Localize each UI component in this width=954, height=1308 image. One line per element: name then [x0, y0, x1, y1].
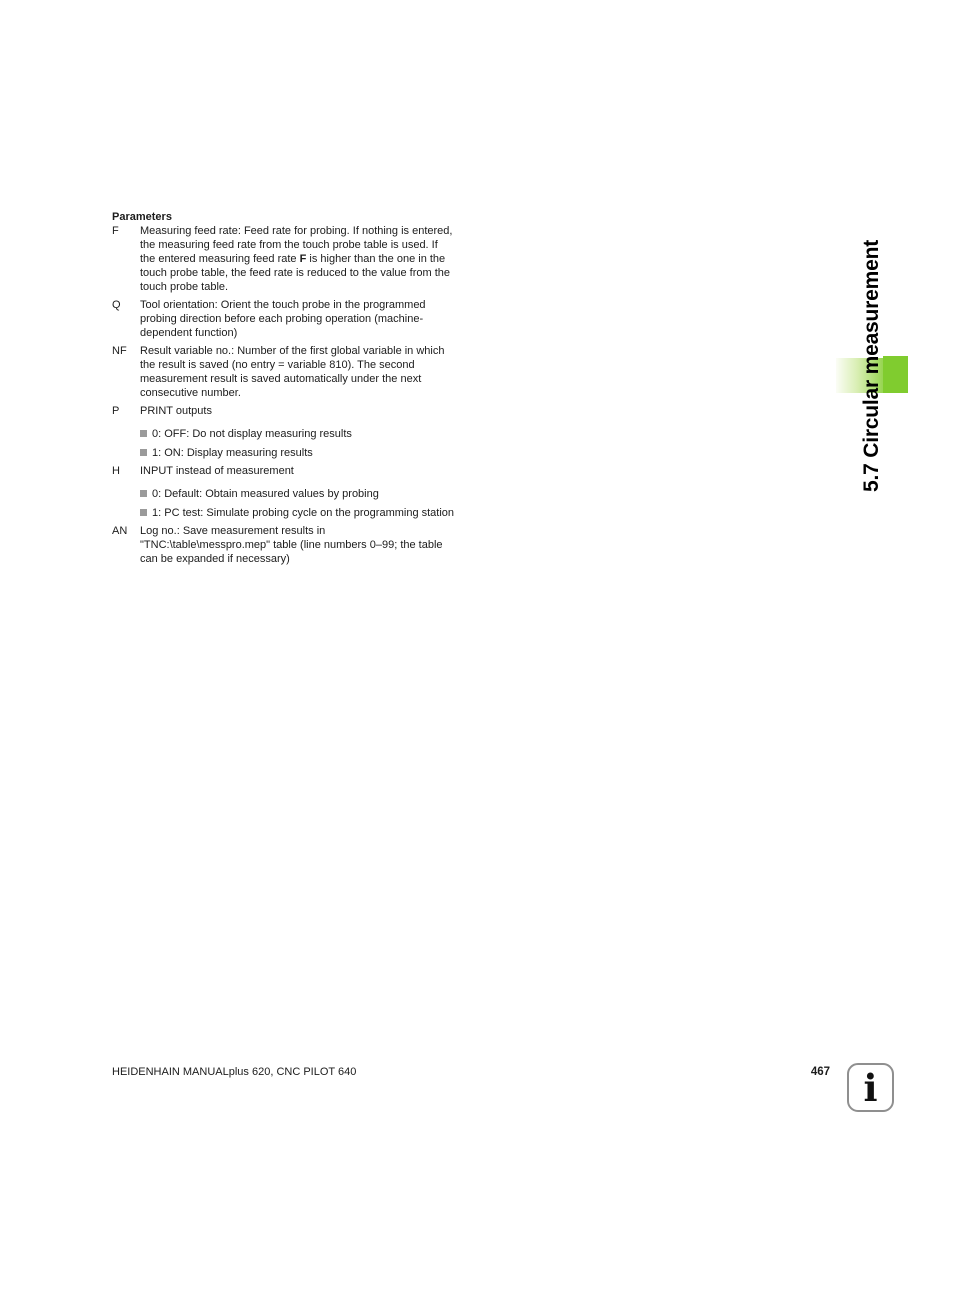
parameter-text-line: PRINT outputs: [140, 405, 212, 417]
parameter-key: Q: [112, 299, 121, 311]
bullet-item: [140, 487, 532, 501]
bullet-item-label: 1: ON: Display measuring results: [152, 447, 313, 459]
parameter-text-line: measurement result is saved automatically under the next: [140, 373, 422, 385]
chapter-tab-edge: [883, 356, 908, 393]
bullet-square-icon: [140, 430, 147, 437]
parameter-text-line: can be expanded if necessary): [140, 553, 290, 565]
parameter-row: [112, 464, 532, 520]
parameters-section: [112, 210, 532, 570]
parameter-key: F: [112, 225, 119, 237]
parameter-text-line: dependent function): [140, 327, 238, 339]
parameter-text-line: "TNC:\table\messpro.mep" table (line numbers 0–99; the table: [140, 539, 443, 551]
parameter-key: H: [112, 465, 120, 477]
info-icon-glyph: i: [863, 1066, 878, 1110]
parameter-text-line: the measuring feed rate from the touch probe table is used. If: [140, 239, 438, 251]
bullet-list: [140, 487, 532, 520]
parameter-text-line: the result is saved (no entry = variable 810). The second: [140, 359, 415, 371]
bullet-item: [140, 446, 532, 460]
parameter-key: P: [112, 405, 120, 417]
parameter-text-line: probing direction before each probing operation (machine-: [140, 313, 424, 325]
bullet-item-label: 1: PC test: Simulate probing cycle on the programming station: [152, 507, 455, 519]
page-number: 467: [810, 1066, 830, 1078]
parameter-text-line: consecutive number.: [140, 387, 241, 399]
info-icon: [847, 1063, 894, 1112]
section-heading: Parameters: [112, 211, 172, 223]
parameter-row: [112, 298, 532, 340]
parameter-text-line: Result variable no.: Number of the first global variable in which: [140, 345, 445, 357]
parameter-text-line: the entered measuring feed rate F is higher than the one in the: [140, 253, 446, 265]
parameter-row: [112, 224, 532, 294]
bullet-square-icon: [140, 449, 147, 456]
bullet-item-label: 0: OFF: Do not display measuring results: [152, 428, 352, 440]
parameter-text-line: touch probe table, the feed rate is reduced to the value from the: [140, 267, 451, 279]
parameter-row: [112, 524, 532, 566]
bullet-item: [140, 506, 532, 520]
parameter-list: [112, 224, 532, 566]
parameter-row: [112, 344, 532, 400]
parameter-key: NF: [112, 345, 127, 357]
bullet-list: [140, 427, 532, 460]
chapter-title-vertical: 5.7 Circular measurement: [860, 240, 883, 492]
parameter-text-line: Measuring feed rate: Feed rate for probing. If nothing is entered,: [140, 225, 453, 237]
footer-document-title: HEIDENHAIN MANUALplus 620, CNC PILOT 640: [112, 1066, 357, 1078]
parameter-description: [140, 298, 532, 340]
parameter-description: [140, 344, 532, 400]
bullet-item-label: 0: Default: Obtain measured values by probing: [152, 488, 379, 500]
parameter-text-line: Log no.: Save measurement results in: [140, 525, 326, 537]
parameter-row: [112, 404, 532, 460]
parameter-description: [140, 524, 532, 566]
bullet-square-icon: [140, 490, 147, 497]
parameter-description: [140, 224, 532, 294]
parameter-description: [140, 464, 532, 520]
bullet-square-icon: [140, 509, 147, 516]
parameter-text-line: INPUT instead of measurement: [140, 465, 294, 477]
parameter-key: AN: [112, 525, 128, 537]
parameter-description: [140, 404, 532, 460]
bullet-item: [140, 427, 532, 441]
parameter-text-line: touch probe table.: [140, 281, 229, 293]
parameter-text-line: Tool orientation: Orient the touch probe in the programmed: [140, 299, 426, 311]
